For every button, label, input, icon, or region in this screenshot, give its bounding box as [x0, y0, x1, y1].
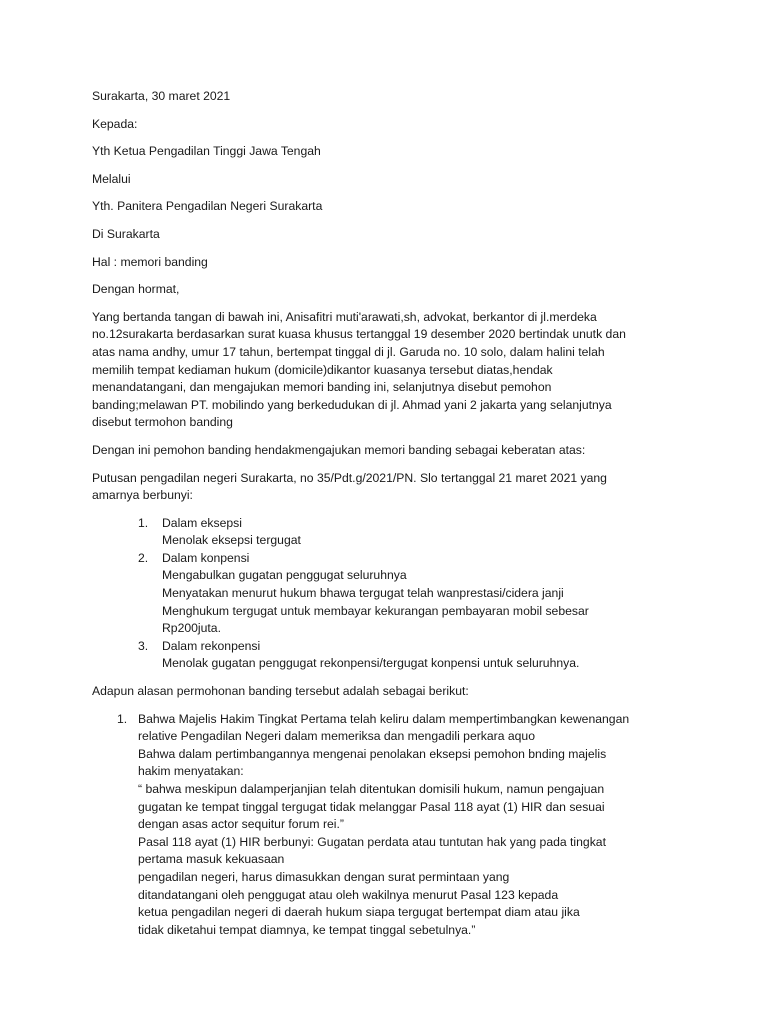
- list-number: 1.: [117, 711, 128, 726]
- alasan-line: Bahwa Majelis Hakim Tingkat Pertama telah keliru dalam mempertimbangkan kewenangan: [138, 711, 630, 726]
- alasan-line: dengan asas actor sequitur forum rei.”: [138, 817, 344, 832]
- alasan-line: ketua pengadilan negeri di daerah hukum siapa tergugat bertempat diam atau jika: [138, 905, 580, 920]
- amar-line: Mengabulkan gugatan penggugat seluruhnya: [162, 568, 407, 583]
- intro-paragraph: [92, 309, 672, 432]
- alasan-list: [92, 711, 672, 940]
- alasan-intro: Adapun alasan permohonan banding tersebut adalah sebagai berikut:: [92, 684, 469, 699]
- amar-line: Dalam eksepsi: [162, 515, 242, 530]
- letter-page: [92, 88, 672, 939]
- alasan-line: “ bahwa meskipun dalamperjanjian telah ditentukan domisili hukum, namun pengajuan: [138, 782, 605, 796]
- amar-list: [92, 515, 672, 673]
- putusan-line: amarnya berbunyi:: [92, 488, 193, 503]
- alasan-line: pengadilan negeri, harus dimasukkan dengan surat permintaan yang: [138, 869, 510, 884]
- amar-line: Rp200juta.: [162, 621, 221, 636]
- via-recipient: Yth. Panitera Pengadilan Negeri Surakarta: [92, 199, 323, 214]
- amar-item: [92, 515, 672, 550]
- place-date: Surakarta, 30 maret 2021: [92, 89, 231, 103]
- intro-line: atas nama andhy, umur 17 tahun, bertempat tinggal di jl. Garuda no. 10 solo, dalam halini telah: [92, 344, 605, 359]
- subject: Hal : memori banding: [92, 254, 208, 269]
- intro-line: no.12surakarta berdasarkan surat kuasa khusus tertanggal 19 desember 2020 bertindak unutk dan: [92, 327, 626, 342]
- alasan-line: relative Pengadilan Negeri dalam memeriksa dan mengadili perkara aquo: [138, 729, 535, 744]
- list-number: 3.: [138, 638, 149, 653]
- alasan-line: Pasal 118 ayat (1) HIR berbunyi: Gugatan perdata atau tuntutan hak yang pada tingkat: [138, 834, 606, 849]
- amar-item: [92, 638, 672, 673]
- alasan-line: hakim menyatakan:: [138, 764, 244, 779]
- list-number: 2.: [138, 550, 149, 565]
- intro-line: disebut termohon banding: [92, 415, 233, 430]
- amar-line: Dalam konpensi: [162, 550, 250, 565]
- alasan-item: [92, 711, 672, 940]
- alasan-line: Bahwa dalam pertimbangannya mengenai penolakan eksepsi pemohon bnding majelis: [138, 746, 607, 761]
- amar-item: [92, 550, 672, 638]
- statement: Dengan ini pemohon banding hendakmengajukan memori banding sebagai keberatan atas:: [92, 442, 586, 457]
- greeting: Dengan hormat,: [92, 282, 180, 297]
- putusan-line: Putusan pengadilan negeri Surakarta, no 35/Pdt.g/2021/PN. Slo tertanggal 21 maret 2021 yang: [92, 470, 607, 485]
- alasan-line: tidak diketahui tempat diamnya, ke tempat tinggal sebetulnya.”: [138, 922, 476, 937]
- amar-line: Menolak eksepsi tergugat: [162, 533, 301, 548]
- melalui-label: Melalui: [92, 171, 131, 186]
- intro-line: Yang bertanda tangan di bawah ini, Anisafitri muti'arawati,sh, advokat, berkantor di jl.merdeka: [92, 309, 597, 324]
- putusan-paragraph: [92, 470, 672, 505]
- intro-line: menandatangani, dan mengajukan memori banding ini, selanjutnya disebut pemohon: [92, 380, 552, 395]
- alasan-line: ditandatangani oleh penggugat atau oleh wakilnya menurut Pasal 123 kepada: [138, 887, 559, 902]
- list-number: 1.: [138, 515, 149, 530]
- alasan-line: pertama masuk kekuasaan: [138, 852, 285, 867]
- intro-line: memilih tempat kediaman hukum (domicile)dikantor kuasanya tersebut diatas,hendak: [92, 362, 553, 377]
- alasan-line: gugatan ke tempat tinggal tergugat tidak melanggar Pasal 118 ayat (1) HIR dan sesuai: [138, 799, 605, 814]
- amar-line: Menghukum tergugat untuk membayar kekurangan pembayaran mobil sebesar: [162, 603, 589, 618]
- kepada-label: Kepada:: [92, 116, 138, 131]
- recipient: Yth Ketua Pengadilan Tinggi Jawa Tengah: [92, 144, 321, 159]
- intro-line: banding;melawan PT. mobilindo yang berkedudukan di jl. Ahmad yani 2 jakarta yang selanjutnya: [92, 397, 612, 412]
- amar-line: Dalam rekonpensi: [162, 638, 261, 653]
- location: Di Surakarta: [92, 226, 160, 241]
- amar-line: Menolak gugatan penggugat rekonpensi/tergugat konpensi untuk seluruhnya.: [162, 656, 580, 671]
- amar-line: Menyatakan menurut hukum bhawa tergugat telah wanprestasi/cidera janji: [162, 586, 564, 601]
